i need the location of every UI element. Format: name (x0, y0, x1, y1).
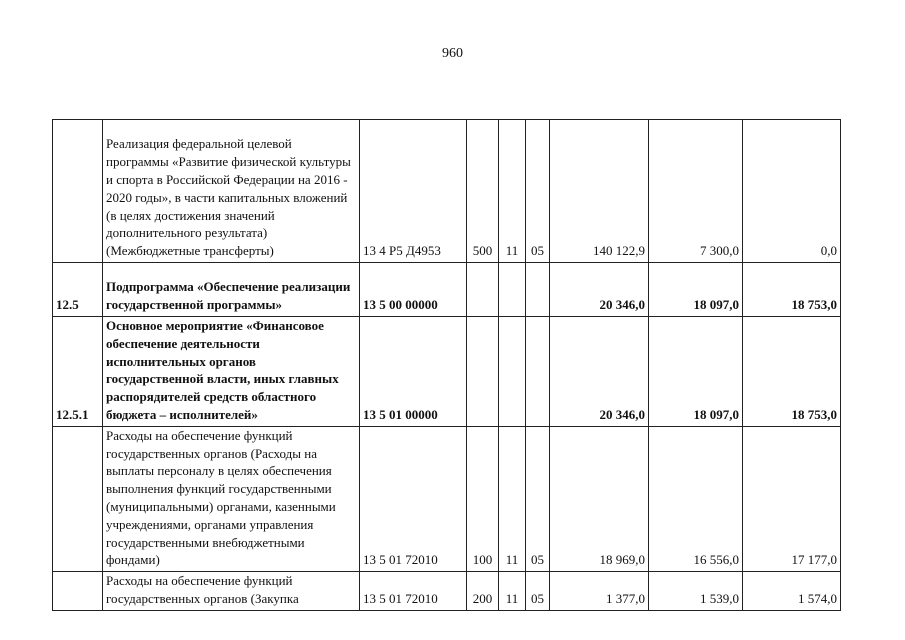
table-row (53, 572, 841, 611)
amount-year-1: 18 969,0 (550, 426, 649, 571)
amount-year-3: 0,0 (743, 120, 841, 263)
target-article-code: 13 5 01 72010 (360, 572, 467, 611)
amount-year-1: 140 122,9 (550, 120, 649, 263)
expense-type-code: 100 (467, 426, 499, 571)
row-number (53, 120, 103, 263)
section-code: 11 (499, 572, 526, 611)
target-article-code: 13 5 01 00000 (360, 317, 467, 427)
subsection-code: 05 (526, 426, 550, 571)
amount-year-1: 20 346,0 (550, 263, 649, 317)
section-code (499, 263, 526, 317)
target-article-code: 13 5 01 72010 (360, 426, 467, 571)
row-name: Подпрограмма «Обеспечение реализации государственной программы» (103, 263, 360, 317)
page-number: 960 (442, 46, 463, 61)
amount-year-1: 20 346,0 (550, 317, 649, 427)
row-number: 12.5 (53, 263, 103, 317)
amount-year-2: 18 097,0 (649, 263, 743, 317)
expense-type-code (467, 317, 499, 427)
row-number (53, 426, 103, 571)
row-name: Расходы на обеспечение функций государственных органов (Закупка (103, 572, 360, 611)
expense-type-code (467, 263, 499, 317)
amount-year-2: 16 556,0 (649, 426, 743, 571)
expense-type-code: 500 (467, 120, 499, 263)
row-number: 12.5.1 (53, 317, 103, 427)
amount-year-3: 18 753,0 (743, 263, 841, 317)
target-article-code: 13 5 00 00000 (360, 263, 467, 317)
section-code: 11 (499, 120, 526, 263)
expense-type-code: 200 (467, 572, 499, 611)
section-code (499, 317, 526, 427)
row-name: Основное мероприятие «Финансовое обеспечение деятельности исполнительных органов государственной власти, иных главных распорядителей средств областного бюджета – исполнителей» (103, 317, 360, 427)
section-code: 11 (499, 426, 526, 571)
table-row (53, 426, 841, 571)
row-number (53, 572, 103, 611)
table-row (53, 317, 841, 427)
amount-year-3: 1 574,0 (743, 572, 841, 611)
subsection-code: 05 (526, 120, 550, 263)
budget-table (52, 119, 841, 611)
amount-year-2: 1 539,0 (649, 572, 743, 611)
table-row (53, 263, 841, 317)
table-row (53, 120, 841, 263)
amount-year-3: 17 177,0 (743, 426, 841, 571)
row-name: Реализация федеральной целевой программы «Развитие физической культуры и спорта в Российской Федерации на 2016 - 2020 годы», в части капитальных вложений (в целях достижения значений дополнительного результата) (Межбюджетные трансферты) (103, 120, 360, 263)
subsection-code (526, 317, 550, 427)
subsection-code (526, 263, 550, 317)
amount-year-2: 18 097,0 (649, 317, 743, 427)
amount-year-2: 7 300,0 (649, 120, 743, 263)
amount-year-1: 1 377,0 (550, 572, 649, 611)
subsection-code: 05 (526, 572, 550, 611)
row-name: Расходы на обеспечение функций государственных органов (Расходы на выплаты персоналу в целях обеспечения выполнения функций государственными (муниципальными) органами, казенными учреждениями, органами управления государственными внебюджетными фондами) (103, 426, 360, 571)
amount-year-3: 18 753,0 (743, 317, 841, 427)
target-article-code: 13 4 P5 Д4953 (360, 120, 467, 263)
